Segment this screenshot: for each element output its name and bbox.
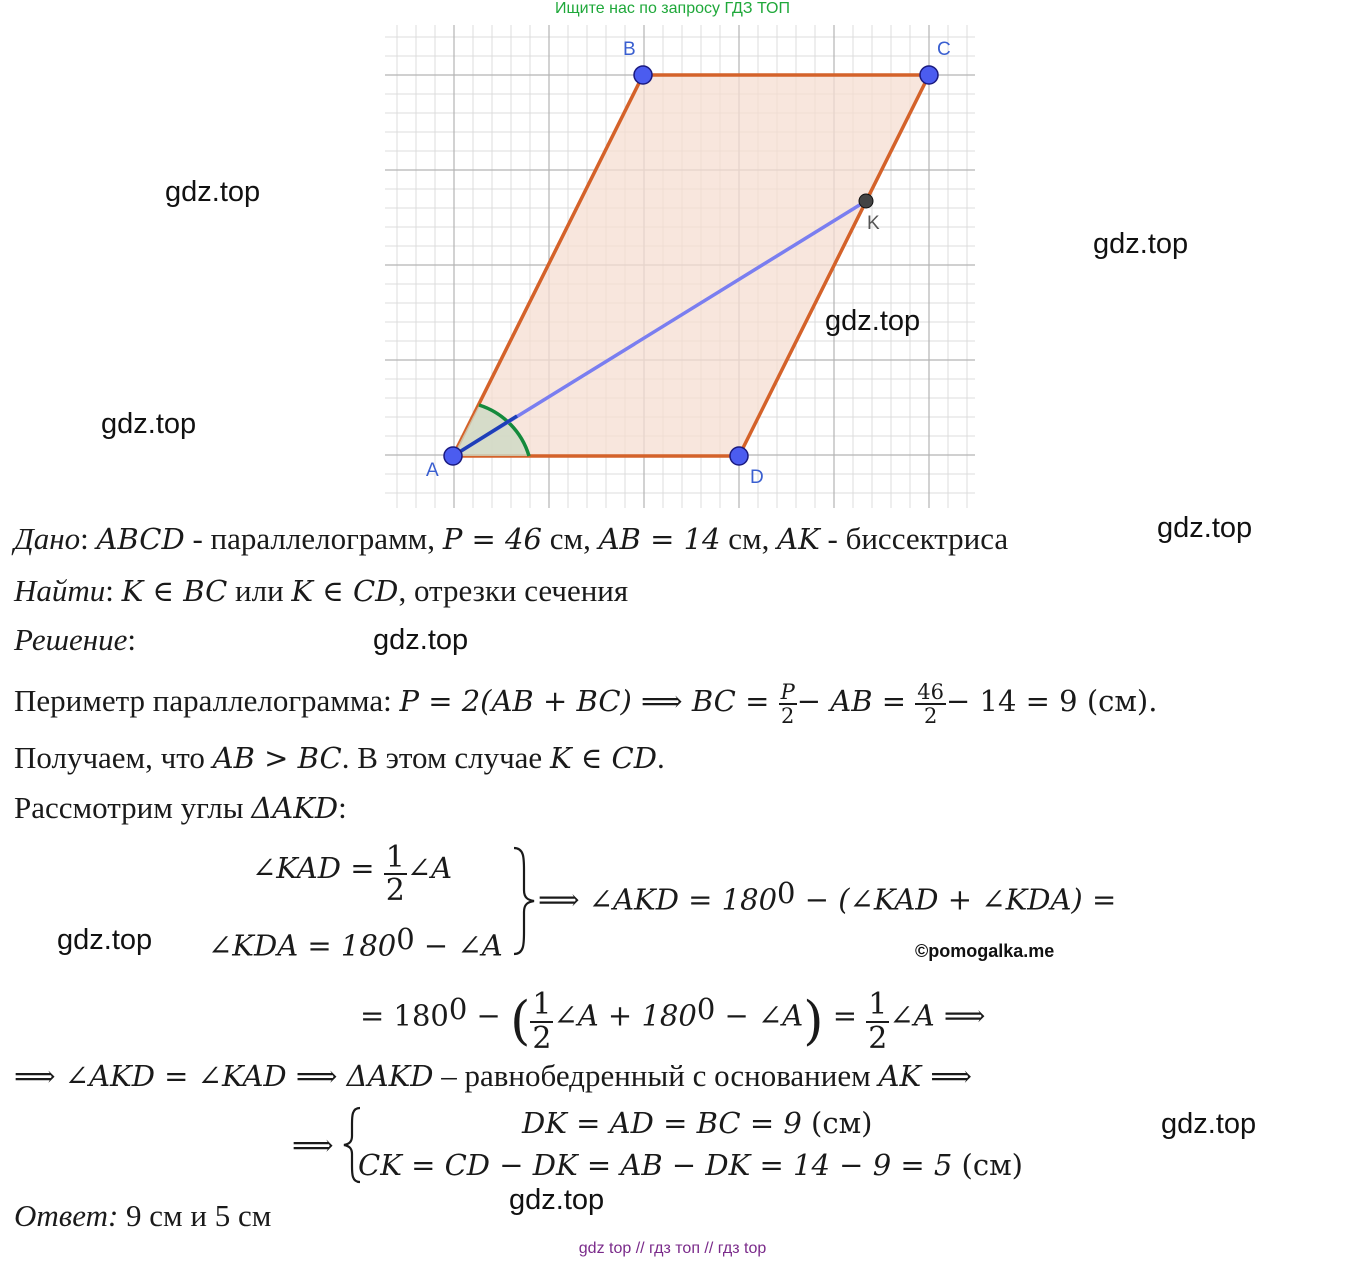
compare-line: Получаем, что AB > BC. В этом случае K ∈ CD. [14,740,665,775]
point-b [634,66,652,84]
system2-row2: CK = CD − DK = AB − DK = 14 − 9 = 5 (см) [358,1148,1023,1182]
given-line: Дано: ABCD - параллелограмм, P = 46 см, AB = 14 см, AK - биссектриса [14,521,1009,556]
watermark: gdz.top [825,305,921,337]
point-d [730,447,748,465]
fraction-p-2: $\frac{P}{2}$ [780,679,795,728]
system2-arrow: ⟹ [292,1128,334,1162]
footer-links: gdz top // гдз топ // гдз top [578,1240,767,1257]
equation-line: = $180^0$ − ( $\frac{1}{2}$ ∠A + $180^0$ − ∠A) = $\frac{1}{2}$ ∠A ⟹ [360,987,986,1056]
label-k: K [867,213,880,234]
label-c: C [937,39,951,60]
point-a [444,447,462,465]
point-c [920,66,938,84]
watermark: gdz.top [165,176,261,208]
answer-label: Ответ: [14,1198,119,1233]
fraction-half: $\frac{1}{2}$ [385,839,405,909]
solution-label: Решение: [14,622,136,657]
system2-row1: DK = AD = BC = 9 (см) [522,1106,873,1140]
watermark: gdz.top [509,1184,605,1216]
system1-row2: ∠KDA = $180^0$ − ∠A [208,922,503,963]
point-k [859,194,873,208]
watermark: gdz.top [101,408,197,440]
watermark: gdz.top [57,924,153,956]
watermark: gdz.top [373,624,469,656]
label-d: D [750,467,764,488]
answer-line: Ответ: 9 см и 5 см [14,1198,272,1233]
perimeter-line: Периметр параллелограмма: P = 2(AB + BC) ⟹ BC = $\frac{P}{2}$ − AB = $\frac{46}{2}$ − 14 = 9 (см). [14,679,1158,728]
given-label: Дано [14,521,81,556]
label-a: A [426,460,439,481]
right-brace [508,846,538,956]
fraction-46-2: $\frac{46}{2}$ [917,679,944,728]
watermark: gdz.top [1161,1108,1257,1140]
angles-line: Рассмотрим углы ΔAKD: [14,790,347,825]
system1-row1: ∠KAD = $\frac{1}{2}$ ∠A [252,839,453,909]
find-label: Найти [14,573,106,608]
find-line: Найти: K ∈ BC или K ∈ CD, отрезки сечения [14,573,629,608]
top-banner: Ищите нас по запросу ГДЗ ТОП [555,0,790,17]
watermark: gdz.top [1093,228,1189,260]
copyright-mark: ©pomogalka.me [915,941,1055,961]
watermark: gdz.top [1157,512,1253,544]
label-b: B [623,39,636,60]
isosceles-line: ⟹ ∠AKD = ∠KAD ⟹ ΔAKD – равнобедренный с основанием AK ⟹ [14,1058,972,1093]
system1-rhs: ⟹ ∠AKD = $180^0$ − (∠KAD + ∠KDA) = [538,876,1117,917]
